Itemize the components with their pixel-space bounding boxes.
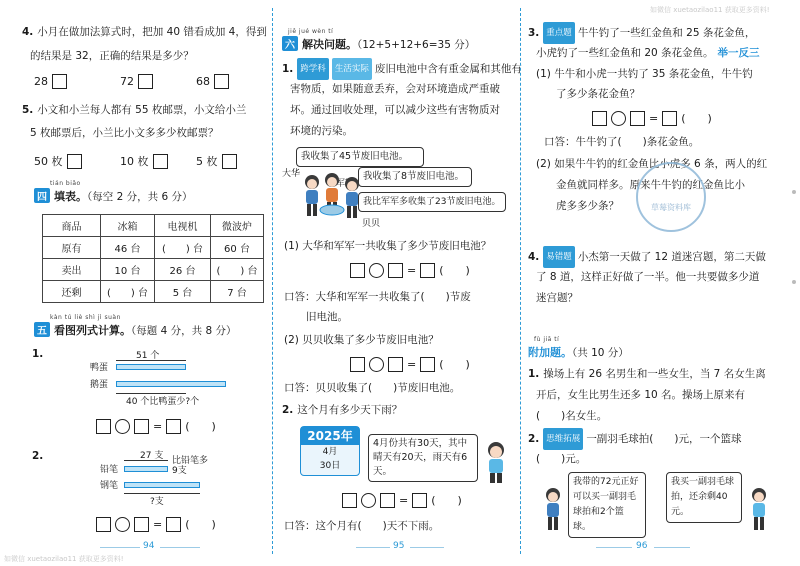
sec6-heading: 六 解决问题。（12+5+12+6=35 分） xyxy=(282,36,475,52)
bonus-q1-line3: ( )名女生。 xyxy=(536,410,608,422)
diagram2-side-label: 比铅笔多9支 xyxy=(172,456,209,476)
q4-line1: 4. 易错题 小杰第一天做了 12 道迷宫题，第二天做 xyxy=(528,246,766,268)
footer-line xyxy=(654,547,690,548)
speech-bubble-calendar: 4月份共有30天，其中晴天有20天，雨天有6天。 xyxy=(368,434,478,482)
page-95 xyxy=(272,0,520,566)
table-cell: 商品 xyxy=(43,215,101,237)
child-left-icon xyxy=(540,486,566,532)
badge-error-prone: 易错题 xyxy=(543,246,575,268)
table-cell: 10 台 xyxy=(101,259,155,281)
q1-line1: 1. 跨学科 生活实际 废旧电池中含有重金属和其他有 xyxy=(282,58,522,80)
diagram1-brace xyxy=(116,360,186,361)
sec5-tag: 五 xyxy=(34,322,50,337)
sec6-pinyin: jiě jué wèn tí xyxy=(288,28,334,35)
table-cell: 还剩 xyxy=(43,281,101,303)
diagram1-num: 1. xyxy=(32,348,44,360)
q3-line1: 3. 重点题 牛牛钓了一些红金鱼和 25 条花金鱼， xyxy=(528,22,755,44)
calendar-day: 30日 xyxy=(319,461,341,471)
diagram2-top-label: 27 支 xyxy=(140,451,164,461)
footer-line xyxy=(100,547,140,548)
q3-equation1[interactable]: = ( ) xyxy=(592,110,712,126)
q4-option-1[interactable]: 28 xyxy=(34,74,67,89)
diagram2-brace xyxy=(124,460,168,461)
diagram1-equation[interactable]: = ( ) xyxy=(96,418,216,434)
q1-answer1-line2: 旧电池。 xyxy=(306,311,348,323)
bonus-q2-line2: ( )元。 xyxy=(536,453,587,465)
tag-extend: 举一反三 xyxy=(717,47,760,59)
footer-line xyxy=(410,547,444,548)
child-icon xyxy=(480,440,512,484)
badge-thinking: 思维拓展 xyxy=(543,428,583,450)
sec4-pinyin: tián biǎo xyxy=(50,180,81,187)
question-5: 5. 小文和小兰每人都有 55 枚邮票，小文给小兰 xyxy=(22,104,247,116)
page-number: 95 xyxy=(393,541,405,551)
diagram1-bottom-label: 40 个比鸭蛋少?个 xyxy=(126,397,200,407)
table-cell: 电视机 xyxy=(155,215,211,237)
diagram2-q-label: ?支 xyxy=(150,497,164,507)
q1-sub1: (1) 大华和军军一共收集了多少节废旧电池？ xyxy=(284,240,492,252)
calendar-card xyxy=(300,426,360,476)
table-cell: 原有 xyxy=(43,237,101,259)
page-94 xyxy=(0,0,272,566)
bonus-heading: 附加题。（共 10 分） xyxy=(528,346,629,359)
diagram1-bar2 xyxy=(116,381,226,387)
q2-text: 2. 这个月有多少天下雨？ xyxy=(282,404,403,416)
q4-line2: 了 8 道，这样正好做了一半。他一共要做多少道 xyxy=(536,271,760,283)
q3-line2: 小虎钓了一些红金鱼和 20 条花金鱼。 举一反三 xyxy=(536,47,760,59)
q5-option-1[interactable]: 50 枚 xyxy=(34,153,82,169)
diagram2-bar1 xyxy=(124,466,168,472)
binding-dot xyxy=(792,190,796,194)
calendar-month: 4月 xyxy=(322,447,338,457)
diagram2-num: 2. xyxy=(32,450,44,462)
bonus-pinyin: fù jiā tí xyxy=(534,336,560,343)
q1-line3: 坏。通过回收处理，可以减少这些有害物质对 xyxy=(290,104,500,116)
q4-line3: 迷宫题？ xyxy=(536,292,578,304)
q1-line2: 害物质，如果随意丢弃，会对环境造成严重破 xyxy=(290,83,500,95)
diagram1-top-label: 51 个 xyxy=(136,351,160,361)
footer-line xyxy=(596,547,632,548)
table-blank[interactable]: ( ) 台 xyxy=(155,237,211,259)
footer-line xyxy=(160,547,200,548)
bonus-q1-line2: 开后，女生比男生还多 10 名。操场上原来有 xyxy=(536,389,746,401)
q1-line4: 环境的污染。 xyxy=(290,125,353,137)
q3-sub1-line2: 了多少条花金鱼？ xyxy=(556,88,640,100)
speech-bubble-dahua: 我收集了45节废旧电池。 xyxy=(296,147,424,167)
q4-option-2[interactable]: 72 xyxy=(120,74,153,89)
page-96 xyxy=(520,0,800,566)
table-blank[interactable]: ( ) 台 xyxy=(211,259,264,281)
q1-sub2: (2) 贝贝收集了多少节废旧电池？ xyxy=(284,334,439,346)
bonus-q1-line1: 1. 操场上有 26 名男生和一些女生，当 7 名女生离 xyxy=(528,368,766,380)
q3-answer1: 口答：牛牛钓了( )条花金鱼。 xyxy=(544,136,700,148)
name-beibei: 贝贝 xyxy=(362,219,381,229)
q3-sub2: (2) 如果牛牛钓的红金鱼比小虎多 6 条，两人的红 xyxy=(536,158,768,170)
badge-life: 生活实际 xyxy=(332,58,372,80)
table-blank[interactable]: ( ) 台 xyxy=(101,281,155,303)
question-4-line2: 的结果是 32，正确的结果是多少？ xyxy=(30,50,194,62)
speech-bubble-left: 我带的72元正好可以买一副羽毛球拍和2个篮球。 xyxy=(568,472,646,538)
sec5-pinyin: kàn tú liè shì jì suàn xyxy=(50,314,121,321)
sec4-heading: 四 填表。（每空 2 分，共 6 分） xyxy=(34,188,192,204)
sec5-heading: 五 看图列式计算。（每题 4 分，共 8 分） xyxy=(34,322,236,338)
table-cell: 60 台 xyxy=(211,237,264,259)
sec4-tag: 四 xyxy=(34,188,50,203)
q1-equation1[interactable]: = ( ) xyxy=(350,262,470,278)
question-4: 4. 小月在做加法算式时，把加 40 错看成加 4，得到 xyxy=(22,26,267,38)
calendar-year: 2025年 xyxy=(301,427,359,445)
diagram1-row2: 鹅蛋 xyxy=(90,380,109,390)
q1-answer1: 口答：大华和军军一共收集了( )节废 xyxy=(284,291,471,303)
footer-line xyxy=(356,547,390,548)
table-cell: 冰箱 xyxy=(101,215,155,237)
diagram1-bar1 xyxy=(116,364,186,370)
q3-sub1: (1) 牛牛和小虎一共钓了 35 条花金鱼，牛牛钓 xyxy=(536,68,753,80)
stamp-text: 草莓资料库 xyxy=(651,203,691,212)
children-illustration xyxy=(298,170,362,226)
page-number: 96 xyxy=(636,541,648,551)
table-cell: 5 台 xyxy=(155,281,211,303)
table-cell: 26 台 xyxy=(155,259,211,281)
q1-answer2: 口答：贝贝收集了( )节废旧电池。 xyxy=(284,382,461,394)
diagram2-bar2 xyxy=(124,482,200,488)
q5-option-2[interactable]: 10 枚 xyxy=(120,153,168,169)
speech-bubble-junjun: 我收集了8节废旧电池。 xyxy=(358,167,472,187)
table-cell: 微波炉 xyxy=(211,215,264,237)
watermark-top: 如微信 xuetaozilao11 获取更多资料! xyxy=(650,6,770,14)
question-5-line2: 5 枚邮票后，小兰比小文多多少枚邮票？ xyxy=(30,127,219,139)
q4-option-3[interactable]: 68 xyxy=(196,74,229,89)
badge-key: 重点题 xyxy=(543,22,575,44)
bonus-q2-line1: 2. 思维拓展 一副羽毛球拍( )元，一个篮球 xyxy=(528,428,742,450)
diagram1-row1: 鸭蛋 xyxy=(90,363,109,373)
q3-sub2-line3: 虎多多少条？ xyxy=(556,200,619,212)
stamp-seal xyxy=(636,162,706,232)
speech-bubble-right: 我买一副羽毛球拍，还余剩40元。 xyxy=(666,472,742,523)
sec6-tag: 六 xyxy=(282,36,298,51)
table-cell: 7 台 xyxy=(211,281,264,303)
q2-answer: 口答：这个月有( )天不下雨。 xyxy=(284,520,440,532)
binding-dot xyxy=(792,280,796,284)
q5-option-3[interactable]: 5 枚 xyxy=(196,153,237,169)
table-cell: 46 台 xyxy=(101,237,155,259)
page-number: 94 xyxy=(143,541,155,551)
diagram2-row2: 钢笔 xyxy=(100,481,119,491)
sales-table xyxy=(42,214,264,303)
watermark-bottom: 如微信 xuetaozilao11 获取更多资料! xyxy=(4,555,124,563)
q3-sub2-line2: 金鱼就同样多。原来牛牛钓的红金鱼比小 xyxy=(556,179,745,191)
diagram2-row1: 铅笔 xyxy=(100,465,119,475)
q1-equation2[interactable]: = ( ) xyxy=(350,356,470,372)
badge-cross-subject: 跨学科 xyxy=(297,58,329,80)
speech-bubble-beibei: 我比军军多收集了23节废旧电池。 xyxy=(358,192,506,212)
name-dahua: 大华 xyxy=(282,169,301,179)
q2-equation[interactable]: = ( ) xyxy=(342,492,462,508)
child-right-icon xyxy=(746,486,772,532)
diagram2-equation[interactable]: = ( ) xyxy=(96,516,216,532)
table-cell: 卖出 xyxy=(43,259,101,281)
